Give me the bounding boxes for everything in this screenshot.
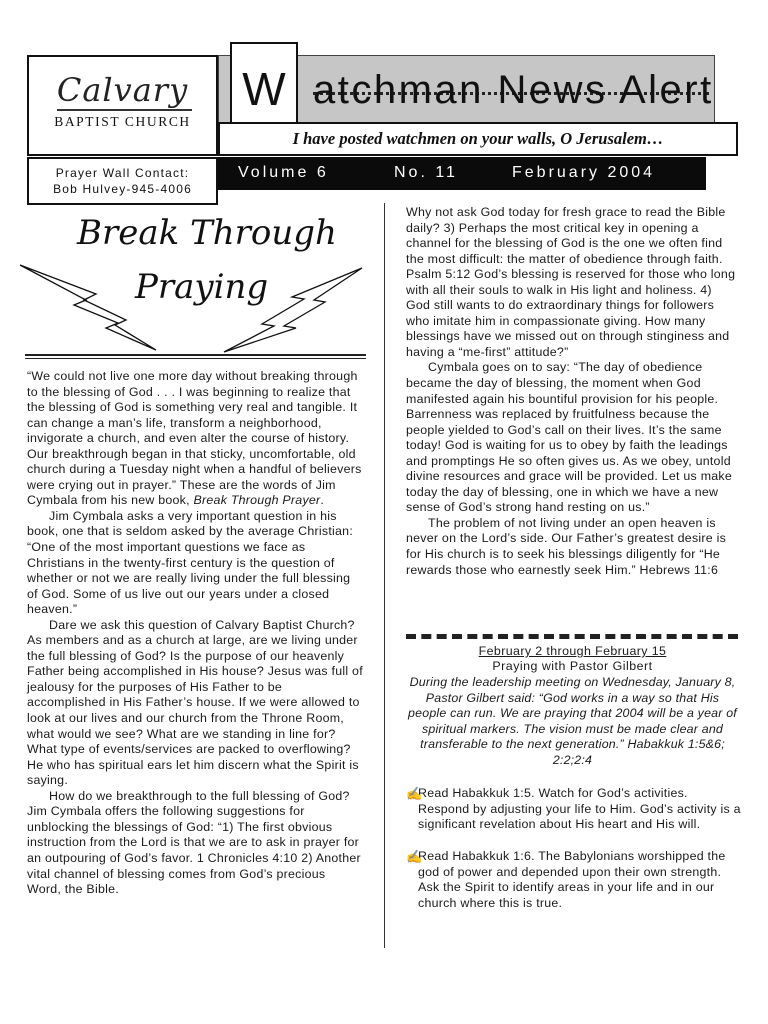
paragraph-7: The problem of not living under an open heaven is never on the Lord’s side. Our Father’s greatest desire is for His church is to seek his blessings diligently for “He rewards those who earnestly seek Him.” Hebrews 11:6 xyxy=(406,515,727,577)
logo-subtitle: BAPTIST CHURCH xyxy=(54,114,191,129)
church-logo xyxy=(27,55,218,156)
prayer-subtitle: Praying with Pastor Gilbert xyxy=(492,659,653,673)
headline-rule xyxy=(25,354,366,356)
contact-label: Prayer Wall Contact: xyxy=(55,166,190,180)
issue-number: No. 11 xyxy=(394,164,458,181)
article-left-column xyxy=(27,369,363,898)
list-item-text: Read Habakkuk 1:6. The Babylonians worshipped the god of power and depended upon their own strength. Ask the Spirit to identify areas in your life and in our church where this is true. xyxy=(418,849,726,910)
newsletter-title: atchman News Alert xyxy=(313,68,714,112)
issue-date: February 2004 xyxy=(512,164,656,181)
tagline: I have posted watchmen on your walls, O Jerusalem… xyxy=(292,129,664,148)
paragraph-1: “We could not live one more day without breaking through to the blessing of God . . . I was beginning to realize that the blessing of God is something very real and tangible. It can change a man’s life, transform a neighborhood, invigorate a church, and even alter the course of history. Our breakthrough began in that sticky, uncomfortable, old church during a Tuesday night when a handful of believers were crying out in prayer.” These are the words of Jim Cymbala from his new book, Break Through Prayer. xyxy=(27,369,362,508)
headline-line1: Break Through xyxy=(77,213,337,253)
section-dashed-rule xyxy=(406,634,738,639)
pen-icon: ✍ xyxy=(406,786,423,801)
prayer-wall-contact xyxy=(27,157,218,205)
title-initial: W xyxy=(242,63,286,115)
paragraph-5: Why not ask God today for fresh grace to read the Bible daily? 3) Perhaps the most critical key in opening a channel for the blessing of God is the one we often find the most difficult: the matter of obedience through faith. Psalm 5:12 God’s blessing is reserved for those who long with all their souls to walk in His light and holiness. 4) God still wants to do extraordinary things for followers who imitate him in compassionate giving. How many blessings have we missed out on through stinginess and having a “me-first” attitude?” xyxy=(406,205,736,359)
headline-line2: Praying xyxy=(135,267,269,307)
paragraph-4: How do we breakthrough to the full blessing of God? Jim Cymbala offers the following suggestions for unblocking the blessings of God: “1) The first obvious instruction from the Lord is that we are to ask in prayer for an outpouring of God’s favor. 1 Chronicles 4:10 2) Another vital channel of blessing comes from God’s precious Word, the Bible. xyxy=(27,788,361,897)
paragraph-3: Dare we ask this question of Calvary Baptist Church? As members and as a church at large, are we living under the full blessing of God? Is the purpose of our heavenly Father being accomplished in His house? Jesus was full of jealousy for the purposes of His Father to be accomplished in His Father’s house. If we were allowed to look at our lives and our church from the Throne Room, what would we see? What are we standing in line for? What type of events/services are packed to overflowing? He who has spiritual ears let him discern what the Spirit is saying. xyxy=(27,617,363,788)
pen-icon: ✍ xyxy=(406,849,423,864)
lightning-bolt-right-icon xyxy=(222,266,364,354)
column-divider xyxy=(384,203,385,948)
tagline-box xyxy=(218,122,738,156)
list-item xyxy=(406,849,742,911)
article-right-column xyxy=(406,205,739,578)
logo-divider xyxy=(57,109,192,111)
issue-info-bar xyxy=(218,157,706,190)
list-item-text: Read Habakkuk 1:5. Watch for God’s activities. Respond by adjusting your life to Him. God’s activity is a significant revelation about His heart and His will. xyxy=(418,786,741,831)
headline-rule-thin xyxy=(25,358,366,359)
pastor-quote: During the leadership meeting on Wednesday, January 8, Pastor Gilbert said: “God works in a way so that His people can run. We are praying that 2004 will be a year of spiritual markers. The vision must be made clear and transferable to the next generation.” Habakkuk 1:5&6; 2:2;2:4 xyxy=(408,675,737,767)
logo-script-text: Calvary xyxy=(56,71,189,109)
paragraph-6: Cymbala goes on to say: “The day of obedience became the day of blessing, the moment when God manifested again his bountiful provision for his people. Barrenness was replaced by fruitfulness because the people yielded to God’s call on their lives. It’s the same today! God is waiting for us to obey by faith the leadings and promptings He so often gives us. As we obey, untold divine resources and grace will be provided. Let us make today the day of blessing, one in which we have a new sense of God’s strong hand resting on us.” xyxy=(406,360,732,515)
book-title: Break Through Prayer xyxy=(193,493,321,508)
lightning-bolt-left-icon xyxy=(18,262,158,352)
list-item xyxy=(406,786,742,833)
title-initial-box xyxy=(230,42,298,134)
contact-value: Bob Hulvey-945-4006 xyxy=(53,182,192,196)
paragraph-1-text: “We could not live one more day without breaking through to the blessing of God . . . I was beginning to realize that the blessing of God is something very real and tangible. It can change a man’s life, transform a neighborhood, invigorate a church, and even alter the course of history. Our breakthrough began in that sticky, uncomfortable, old church during a Tuesday night when a handful of believers were crying out in prayer.” These are the words of Jim Cymbala from his new book, xyxy=(27,369,362,508)
volume-label: Volume 6 xyxy=(238,164,329,181)
prayer-period-title: February 2 through February 15 xyxy=(478,644,667,658)
paragraph-2: Jim Cymbala asks a very important question in his book, one that is seldom asked by the average Christian: “One of the most important questions we face as Christians in the twenty-first century is the question of whether or not we are really living under the full blessing of God. Some of us live out our years under a closed heaven.” xyxy=(27,508,354,617)
